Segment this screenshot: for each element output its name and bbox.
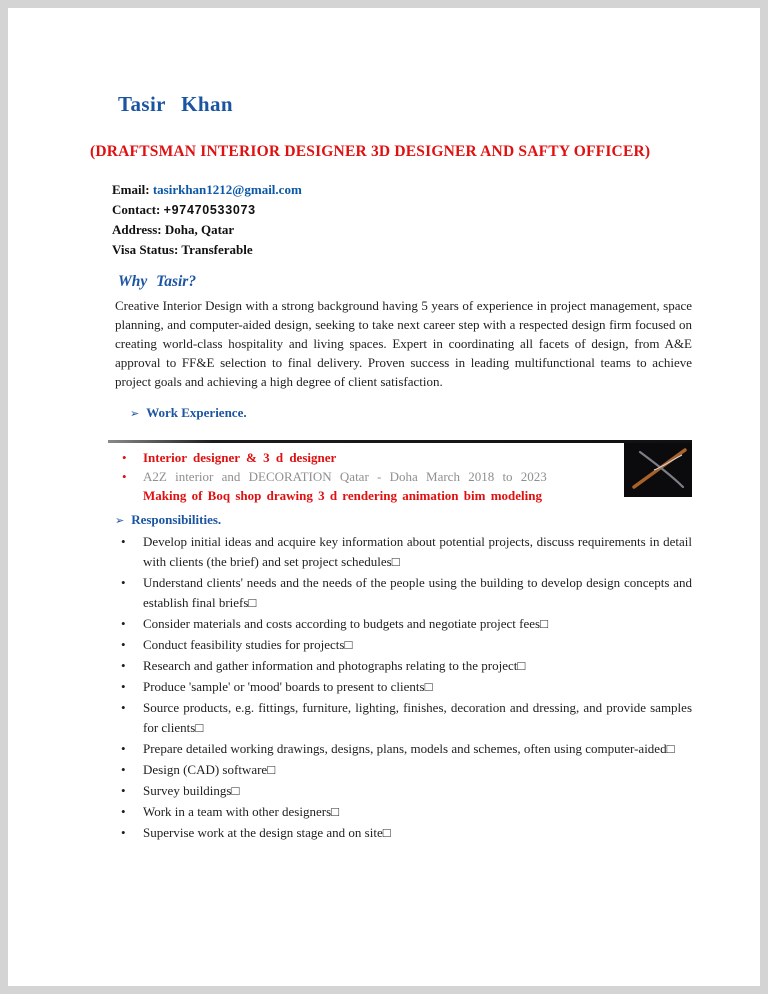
responsibility-text: Research and gather information and photographs relating to the project□	[143, 658, 526, 673]
bullet-icon: •	[121, 637, 126, 652]
visa-row	[112, 240, 692, 260]
responsibility-text: Conduct feasibility studies for projects□	[143, 637, 353, 652]
responsibility-item	[121, 781, 692, 801]
summary-paragraph: Creative Interior Design with a strong background having 5 years of experience in project management, space planning, and computer-aided design, seeking to take next career step with a respected design firm focused on creating world-class hospitality and living spaces. Expert in coordinating all facets of design, from A&E approval to FF&E selection to final delivery. Proven success in leading multifunctional teams to achieve project goals and achieving a high degree of client satisfaction.	[115, 298, 692, 389]
phone-label: Contact:	[112, 201, 161, 217]
visa-label: Visa Status:	[112, 241, 179, 257]
contact-block	[112, 180, 692, 259]
phone-row	[112, 200, 692, 221]
email-link[interactable]: tasirkhan1212@gmail.com	[152, 182, 302, 197]
arrowhead-icon: ➢	[115, 514, 125, 527]
responsibility-text: Supervise work at the design stage and on site□	[143, 825, 391, 840]
bullet-icon: •	[121, 825, 126, 840]
experience-highlight: Making of Boq shop drawing 3 d rendering animation bim modeling	[143, 488, 542, 503]
responsibility-text: Develop initial ideas and acquire key information about potential projects, discuss requirements in detail with clients (the brief) and set project schedules□	[143, 534, 692, 569]
responsibility-item	[121, 823, 692, 843]
responsibility-item	[121, 698, 692, 738]
responsibility-item	[121, 739, 692, 759]
responsibility-item	[121, 532, 692, 572]
responsibility-item	[121, 760, 692, 780]
experience-company-row	[108, 467, 597, 486]
responsibility-text: Survey buildings□	[143, 783, 240, 798]
responsibility-text: Produce 'sample' or 'mood' boards to present to clients□	[143, 679, 433, 694]
experience-company: A2Z interior and DECORATION Qatar - Doha March 2018 to 2023	[143, 469, 547, 484]
why-heading: Why Tasir?	[118, 273, 197, 290]
experience-lines	[108, 443, 692, 505]
responsibilities-heading	[115, 512, 692, 528]
candidate-name: Tasir Khan	[118, 92, 233, 116]
address-row	[112, 220, 692, 240]
experience-role: Interior designer & 3 d designer	[143, 450, 337, 465]
bullet-icon: •	[121, 700, 126, 715]
resume-page	[8, 8, 760, 986]
responsibility-item	[121, 573, 692, 613]
bullet-icon: •	[121, 575, 126, 590]
bullet-icon: •	[121, 783, 126, 798]
bullet-icon: •	[121, 616, 126, 631]
experience-role-row	[108, 448, 597, 467]
company-logo	[624, 443, 692, 497]
responsibility-text: Consider materials and costs according to budgets and negotiate project fees□	[143, 616, 548, 631]
responsibility-text: Source products, e.g. fittings, furniture, lighting, finishes, decoration and dressing, and provide samples for clients□	[143, 700, 692, 735]
bullet-icon: •	[121, 534, 126, 549]
resume-content	[8, 8, 760, 874]
phone-value: +97470533073	[163, 202, 256, 217]
responsibility-text: Understand clients' needs and the needs of the people using the building to develop design concepts and establish final briefs□	[143, 575, 692, 610]
email-row	[112, 180, 692, 200]
responsibility-item	[121, 614, 692, 634]
responsibility-item	[121, 677, 692, 697]
bullet-icon: •	[121, 804, 126, 819]
work-experience-title: Work Experience.	[146, 405, 247, 420]
bullet-icon: •	[122, 469, 127, 484]
address-label: Address:	[112, 222, 162, 237]
responsibilities-title: Responsibilities.	[131, 512, 222, 527]
work-experience-heading	[130, 405, 692, 421]
email-label: Email:	[112, 182, 150, 197]
responsibility-text: Work in a team with other designers□	[143, 804, 339, 819]
bullet-icon: •	[121, 741, 126, 756]
bullet-icon: •	[121, 679, 126, 694]
bullet-icon: •	[122, 450, 127, 465]
responsibility-item	[121, 802, 692, 822]
responsibility-item	[121, 635, 692, 655]
arrowhead-icon: ➢	[130, 407, 140, 420]
responsibility-text: Design (CAD) software□	[143, 762, 276, 777]
address-value: Doha, Qatar	[164, 222, 235, 237]
bullet-icon: •	[121, 762, 126, 777]
job-title-heading: (DRAFTSMAN INTERIOR DESIGNER 3D DESIGNER AND SAFTY OFFICER)	[90, 143, 651, 160]
responsibility-item	[121, 656, 692, 676]
bullet-icon: •	[121, 658, 126, 673]
experience-section	[108, 440, 692, 505]
responsibilities-list	[121, 532, 692, 843]
responsibility-text: Prepare detailed working drawings, designs, plans, models and schemes, often using computer-aided□	[143, 741, 675, 756]
visa-value: Transferable	[181, 241, 253, 257]
